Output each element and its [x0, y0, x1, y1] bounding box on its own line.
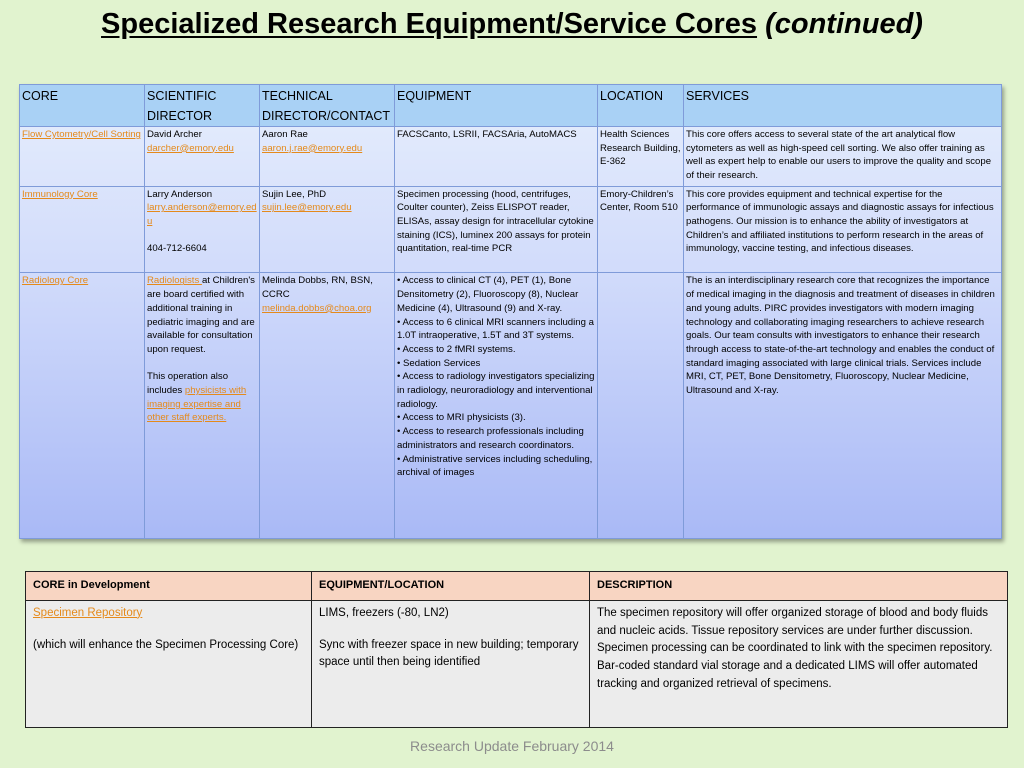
header-services: SERVICES [684, 85, 1002, 127]
technical-director-cell [260, 186, 395, 273]
services-cell: The is an interdisciplinary research core that recognizes the importance of medical imaging in the diagnosis and treatment of diseases in children and young adults. PIRC provides investigators with modern imaging technology and collaborating imaging researchers to achieve research goals. Our team consults with investigators to enhance their research through access to state-of-the-art technology and enables the conduct of standard imaging associated with large clinical trials. Services include MRI, CT, PET, Bone Densitometry, Fluoroscopy, Nuclear Medicine, Ultrasound and X-ray. [684, 273, 1002, 539]
specimen-repository-link[interactable]: Specimen Repository [33, 606, 143, 619]
services-cell: This core provides equipment and technical expertise for the performance of immunologic assays and diagnostic assays for infectious pathogens. Our mission is to enhance the ability of investigators at Children’s and affiliated institutions to perform research in the areas of immunology, vaccine testing, and infectious diseases. [684, 186, 1002, 273]
cores-table [19, 84, 1002, 539]
scientific-director-cell [145, 273, 260, 539]
title-continued: (continued) [765, 8, 923, 40]
header-equipment: EQUIPMENT [395, 85, 598, 127]
core-cell [20, 186, 145, 273]
core-link-flow-cytometry[interactable]: Flow Cytometry/Cell Sorting [22, 129, 141, 140]
services-cell: This core offers access to several state of the art analytical flow cytometers as well as high-speed cell sorting. We also offer training as well as expert help to enable our users to improve the quality and scope of their research. [684, 127, 1002, 187]
table-row [20, 127, 1002, 187]
physicists-link[interactable]: physicists with imaging expertise and other staff experts. [147, 385, 247, 424]
equipment-item: • Access to clinical CT (4), PET (1), Bone Densitometry (2), Fluoroscopy (8), Nuclear Medicine (4), Ultrasound (9) and X-ray. [397, 275, 579, 314]
page-title [0, 8, 1024, 41]
development-description-cell: The specimen repository will offer organized storage of blood and body fluids and nucleic acids. Tissue repository services are under further discussion. Specimen processing can be coordinated to link with the specimen repository. Bar-coded standard vial storage and a dedicated LIMS will offer automated tracking and organized retrieval of specimens. [590, 600, 1008, 727]
radiologists-link[interactable]: Radiologists [147, 275, 202, 287]
equipment-item: • Administrative services including scheduling, archival of images [397, 453, 593, 479]
header-core: CORE [20, 85, 145, 127]
header-technical-director: TECHNICAL DIRECTOR/CONTACT [260, 85, 395, 127]
title-main: Specialized Research Equipment/Service Cores [101, 8, 758, 40]
header-equipment-location: EQUIPMENT/LOCATION [312, 572, 590, 601]
contact-name: Melinda Dobbs, RN, BSN, CCRC [262, 275, 373, 301]
contact-email-link[interactable]: melinda.dobbs@choa.org [262, 302, 372, 314]
contact-email-link[interactable]: sujin.lee@emory.edu [262, 202, 352, 214]
equipment-item: • Access to 6 clinical MRI scanners including a 1.0T intraoperative, 1.5T and 3T systems. [397, 316, 594, 342]
equipment-cell [395, 273, 598, 539]
location-cell: Emory-Children’s Center, Room 510 [598, 186, 684, 273]
contact-name: Sujin Lee, PhD [262, 188, 326, 200]
scientific-director-cell [145, 127, 260, 187]
equipment-item: • Sedation Services [397, 357, 481, 369]
director-name: David Archer [147, 129, 202, 140]
equipment-line: Sync with freezer space in new building; temporary space until then being identified [319, 638, 579, 669]
equipment-item: • Access to radiology investigators specializing in radiology, neuroradiology and interventional radiology. [397, 371, 595, 410]
cores-header-row [20, 85, 1002, 127]
core-link-radiology[interactable]: Radiology Core [22, 275, 89, 287]
radiologists-text: at Children's are board certified with additional training in pediatric imaging and are available for consultation upon request. [147, 275, 255, 355]
director-name: Larry Anderson [147, 188, 213, 200]
development-header-row [26, 572, 1008, 601]
operation-text: This operation also includes [147, 371, 229, 397]
core-note: (which will enhance the Specimen Processing Core) [33, 638, 299, 651]
technical-director-cell [260, 273, 395, 539]
equipment-item: • Access to research professionals including administrators and research coordinators. [397, 426, 584, 451]
header-description: DESCRIPTION [590, 572, 1008, 601]
location-cell: Health Sciences Research Building, E-362 [598, 127, 684, 187]
header-location: LOCATION [598, 85, 684, 127]
core-cell [20, 273, 145, 539]
location-cell [598, 273, 684, 539]
cores-in-development-table [25, 571, 1008, 728]
scientific-director-cell [145, 186, 260, 273]
development-core-cell [26, 600, 312, 727]
contact-email-link[interactable]: aaron.j.rae@emory.edu [262, 142, 363, 154]
core-cell [20, 127, 145, 187]
equipment-cell: FACSCanto, LSRII, FACSAria, AutoMACS [395, 127, 598, 187]
table-row [20, 273, 1002, 539]
director-phone: 404-712-6604 [147, 243, 207, 255]
technical-director-cell [260, 127, 395, 187]
table-row [20, 186, 1002, 273]
equipment-cell: Specimen processing (hood, centrifuges, Coulter counter), Zeiss ELISPOT reader, ELISAs, assay design for intracellular cytokine staining (ICS), luminex 200 assays for protein quantitation, real-time PCR [395, 186, 598, 273]
table-row [26, 600, 1008, 727]
footer-text: Research Update February 2014 [410, 738, 614, 754]
header-core-in-development: CORE in Development [26, 572, 312, 601]
equipment-item: • Access to 2 fMRI systems. [397, 343, 516, 355]
equipment-line: LIMS, freezers (-80, LN2) [319, 606, 449, 619]
core-link-immunology[interactable]: Immunology Core [22, 188, 98, 200]
director-email-link[interactable]: larry.anderson@emory.edu [147, 202, 257, 227]
director-email-link[interactable]: darcher@emory.edu [147, 142, 234, 154]
development-equipment-cell [312, 600, 590, 727]
equipment-item: • Access to MRI physicists (3). [397, 412, 526, 424]
header-scientific-director: SCIENTIFIC DIRECTOR [145, 85, 260, 127]
contact-name: Aaron Rae [262, 129, 308, 140]
